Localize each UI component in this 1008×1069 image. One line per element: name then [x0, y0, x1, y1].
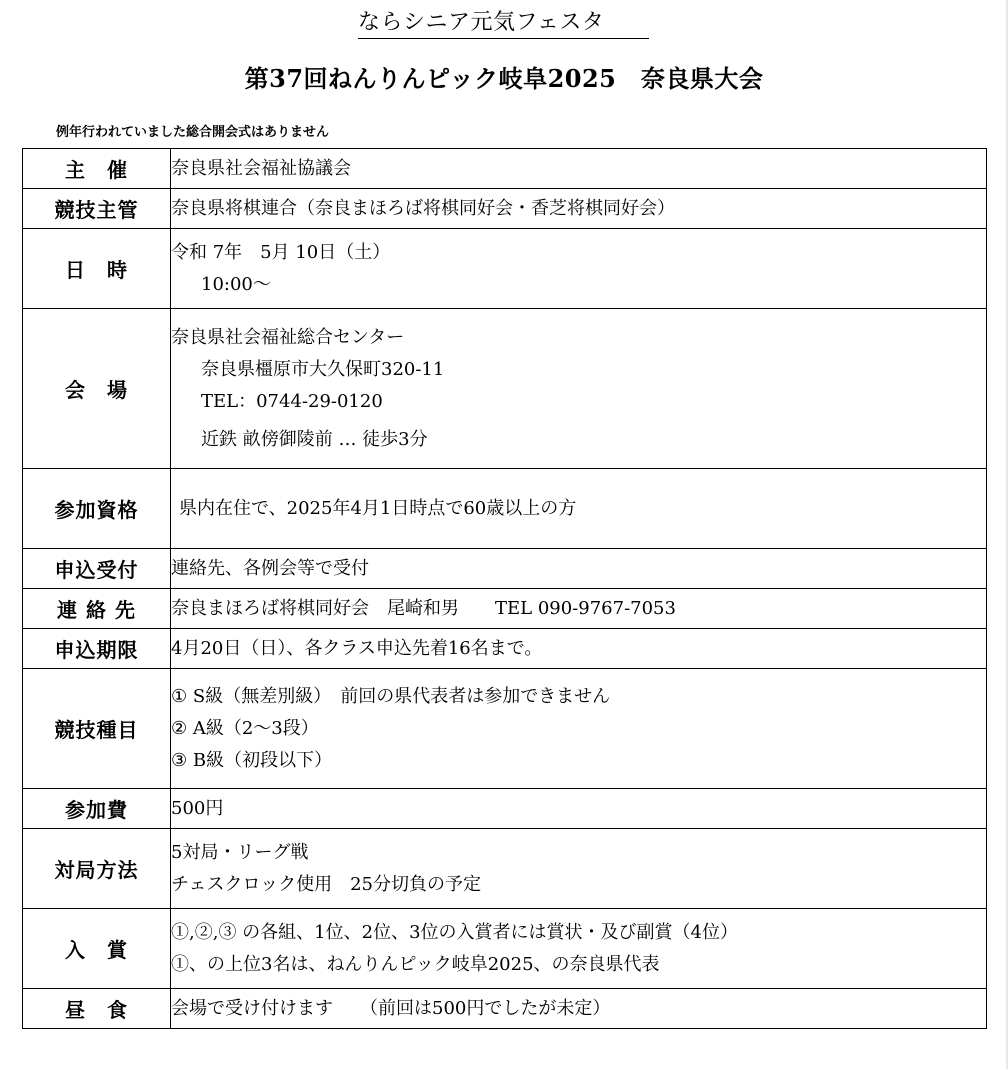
event-class-a: ② A級（2～3段） — [171, 717, 319, 739]
value-venue — [171, 309, 987, 469]
label-events: 競技種目 — [23, 669, 171, 789]
host-text: 奈良県将棋連合（奈良まほろば将棋同好会・香芝将棋同好会） — [171, 197, 675, 219]
row-prizes — [23, 909, 987, 989]
label-registration: 申込受付 — [23, 549, 171, 589]
venue-access: 近鉄 畝傍御陵前 … 徒歩3分 — [201, 428, 428, 450]
label-deadline: 申込期限 — [23, 629, 171, 669]
value-deadline — [171, 629, 987, 669]
ceremony-notice: 例年行われていました総合開会式はありません — [56, 125, 330, 140]
value-format — [171, 829, 987, 909]
value-events — [171, 669, 987, 789]
value-host — [171, 189, 987, 229]
row-datetime — [23, 229, 987, 309]
value-lunch — [171, 989, 987, 1029]
eligibility-text: 県内在住で、2025年4月1日時点で60歳以上の方 — [179, 497, 577, 519]
row-lunch — [23, 989, 987, 1029]
event-class-b: ③ B級（初段以下） — [171, 749, 333, 771]
value-registration — [171, 549, 987, 589]
value-datetime — [171, 229, 987, 309]
value-prizes — [171, 909, 987, 989]
value-organizer — [171, 149, 987, 189]
row-contact — [23, 589, 987, 629]
venue-address: 奈良県橿原市大久保町320-11 — [201, 358, 445, 380]
event-title: 第37回ねんりんピック岐阜2025 奈良県大会 — [244, 64, 764, 93]
row-deadline — [23, 629, 987, 669]
deadline-text: 4月20日（日）、各クラス申込先着16名まで。 — [171, 637, 543, 659]
label-venue: 会 場 — [23, 309, 171, 469]
label-eligibility: 参加資格 — [23, 469, 171, 549]
row-registration — [23, 549, 987, 589]
label-host: 競技主管 — [23, 189, 171, 229]
label-organizer: 主 催 — [23, 149, 171, 189]
contact-text: 奈良まほろば将棋同好会 尾崎和男 TEL 090-9767-7053 — [171, 597, 676, 619]
event-subtitle: ならシニア元気フェスタ — [358, 8, 649, 39]
label-format: 対局方法 — [23, 829, 171, 909]
row-venue — [23, 309, 987, 469]
value-eligibility — [171, 469, 987, 549]
format-rounds: 5対局・リーグ戦 — [171, 841, 309, 863]
row-format — [23, 829, 987, 909]
label-prizes: 入 賞 — [23, 909, 171, 989]
row-events — [23, 669, 987, 789]
row-fee — [23, 789, 987, 829]
lunch-text: 会場で受け付けます （前回は500円でしたが未定） — [171, 997, 611, 1019]
fee-text: 500円 — [171, 797, 224, 819]
event-class-s: ① S級（無差別級） 前回の県代表者は参加できません — [171, 685, 611, 707]
row-organizer — [23, 149, 987, 189]
time-text: 10:00～ — [201, 273, 271, 295]
registration-text: 連絡先、各例会等で受付 — [171, 557, 369, 579]
organizer-text: 奈良県社会福祉協議会 — [171, 157, 351, 179]
event-info-table — [22, 148, 987, 1029]
date-text: 令和 7年 5月 10日（土） — [171, 241, 391, 263]
label-contact: 連 絡 先 — [23, 589, 171, 629]
row-eligibility — [23, 469, 987, 549]
prizes-representatives: ①、の上位3名は、ねんりんピック岐阜2025、の奈良県代表 — [171, 953, 660, 975]
row-host — [23, 189, 987, 229]
value-fee — [171, 789, 987, 829]
prizes-awards: ①,②,③ の各組、1位、2位、3位の入賞者には賞状・及び副賞（4位） — [171, 921, 738, 943]
value-contact — [171, 589, 987, 629]
label-fee: 参加費 — [23, 789, 171, 829]
venue-phone: TEL：0744-29-0120 — [201, 390, 383, 412]
label-lunch: 昼 食 — [23, 989, 171, 1029]
venue-name: 奈良県社会福祉総合センター — [171, 326, 405, 348]
label-datetime: 日 時 — [23, 229, 171, 309]
format-clock: チェスクロック使用 25分切負の予定 — [171, 873, 482, 895]
